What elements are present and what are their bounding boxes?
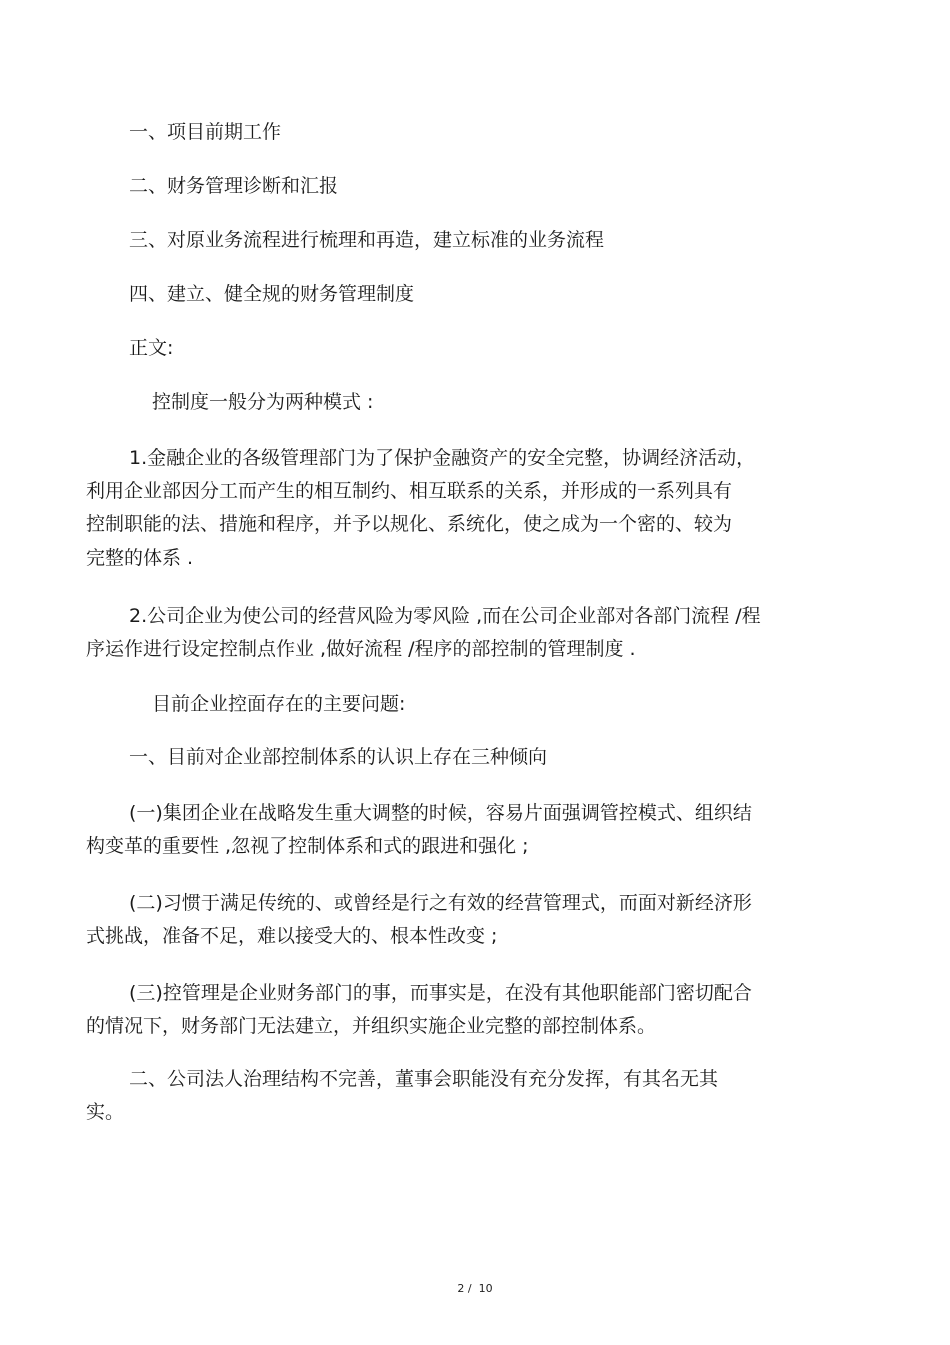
para1-line-4: 完整的体系 . — [86, 547, 194, 569]
sub3-line-2: 的情况下，财务部门无法建立，并组织实施企业完整的部控制体系。 — [86, 1015, 657, 1037]
para1-line-2: 利用企业部因分工而产生的相互制约、相互联系的关系，并形成的一系列具有 — [86, 480, 733, 502]
toc-item-4: 四、建立、健全规的财务管理制度 — [129, 283, 415, 305]
para1-line-1: 1.金融企业的各级管理部门为了保护金融资产的安全完整，协调经济活动， — [129, 447, 756, 469]
para2-line-2: 序运作进行设定控制点作业 ,做好流程 /程序的部控制的管理制度 . — [86, 638, 636, 660]
sub2-line-1: (二)习惯于满足传统的、或曾经是行之有效的经营管理式，而面对新经济形 — [129, 892, 752, 914]
point1-heading: 一、目前对企业部控制体系的认识上存在三种倾向 — [129, 746, 548, 768]
sub3-line-1: (三)控管理是企业财务部门的事，而事实是，在没有其他职能部门密切配合 — [129, 982, 752, 1004]
toc-item-3: 三、对原业务流程进行梳理和再造，建立标准的业务流程 — [129, 229, 605, 251]
sub1-line-2: 构变革的重要性 ,忽视了控制体系和式的跟进和强化 ; — [86, 835, 529, 857]
problems-heading: 目前企业控面存在的主要问题: — [152, 693, 406, 715]
toc-item-2: 二、财务管理诊断和汇报 — [129, 175, 339, 197]
point2-line-2: 实。 — [86, 1101, 125, 1123]
page-number: 2 / 10 — [457, 1282, 493, 1295]
modes-heading: 控制度一般分为两种模式 : — [152, 391, 374, 413]
point2-line-1: 二、公司法人治理结构不完善，董事会职能没有充分发挥，有其名无其 — [129, 1068, 719, 1090]
sub1-line-1: (一)集团企业在战略发生重大调整的时候，容易片面强调管控模式、组织结 — [129, 802, 752, 824]
body-label: 正文: — [129, 337, 174, 359]
toc-item-1: 一、项目前期工作 — [129, 121, 282, 143]
para2-line-1: 2.公司企业为使公司的经营风险为零风险 ,而在公司企业部对各部门流程 /程 — [129, 605, 761, 627]
para1-line-3: 控制职能的法、措施和程序，并予以规化、系统化，使之成为一个密的、较为 — [86, 513, 733, 535]
sub2-line-2: 式挑战，准备不足，难以接受大的、根本性改变 ; — [86, 925, 498, 947]
